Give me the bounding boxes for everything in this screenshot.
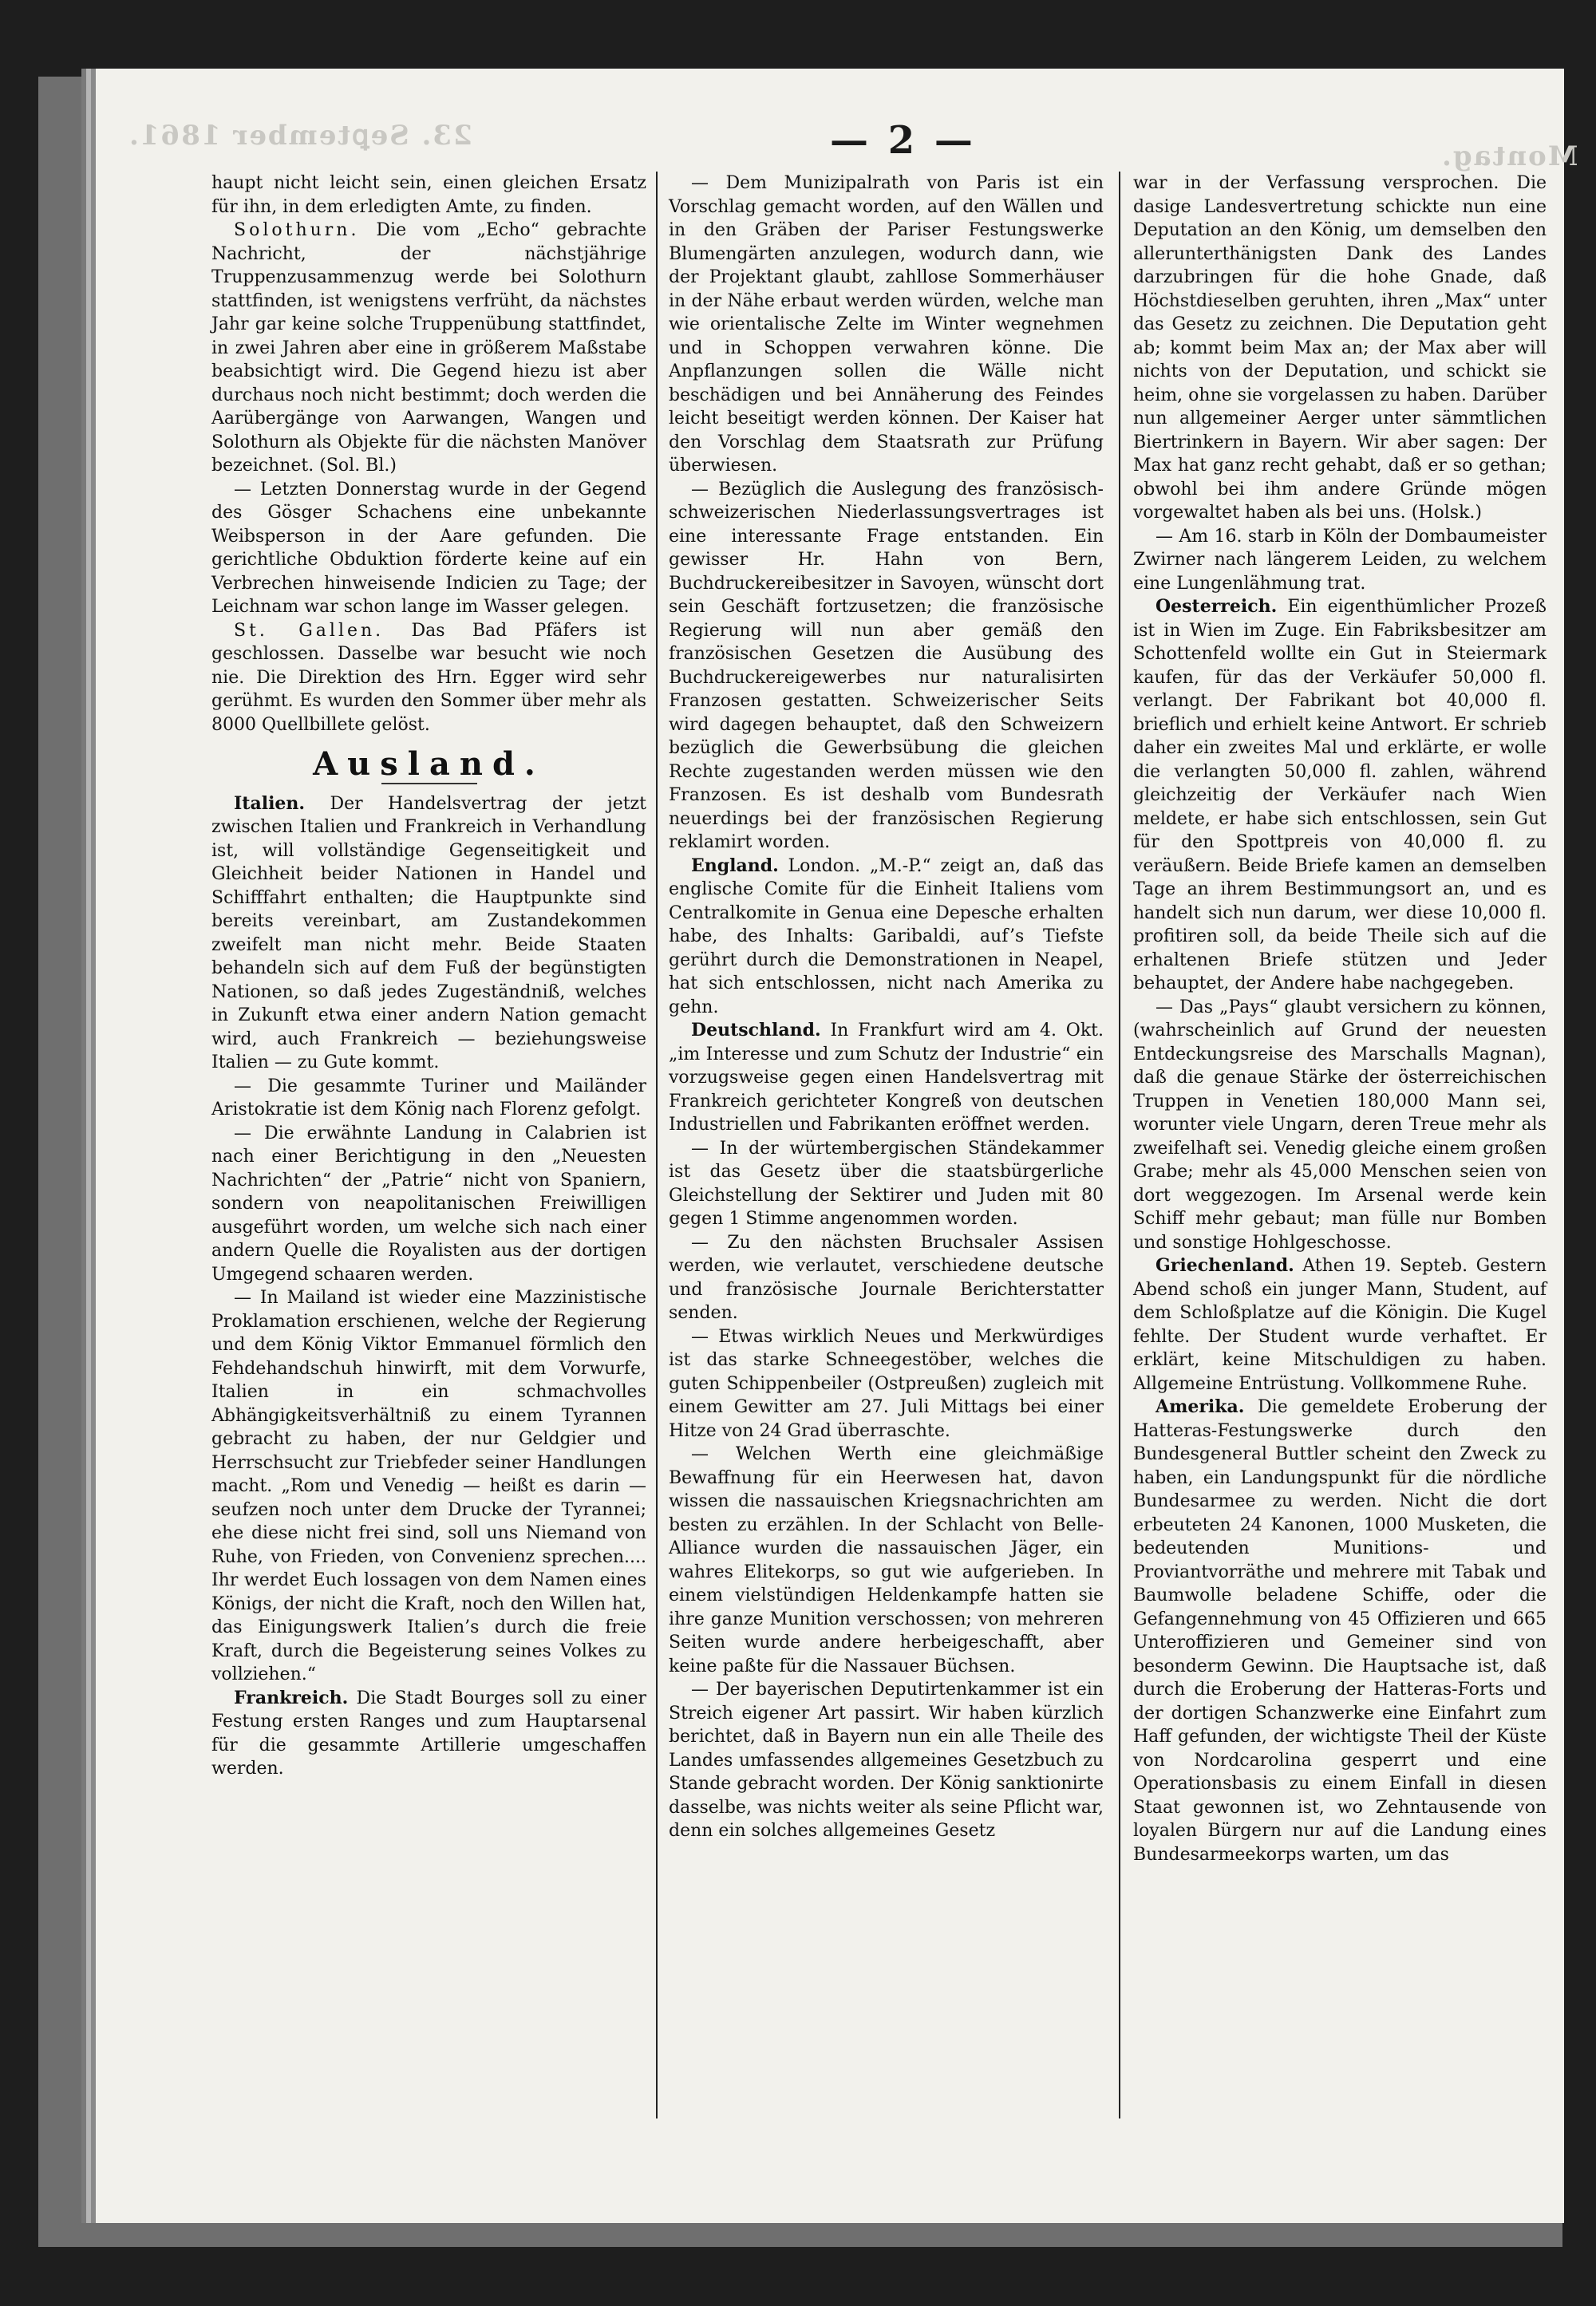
article-paragraph: — Der bayerischen Deputirtenkammer ist ein Streich eigener Art passirt. Wir haben kürzlich berichtet, daß in Bayern nun ein alle Theile des Landes umfassendes allgemeines Gesetzbuch zu Stande gebracht worden. Der König sanktionirte dasselbe, was nichts weiter als seine Pflicht war, denn ein solches allgemeines Gesetz <box>669 1680 1104 1841</box>
article-paragraph: — Das „Pays“ glaubt versichern zu können, (wahrscheinlich auf Grund der neuesten Entdeckungsreise des Marschalls Magnan), daß die genaue Stärke der österreichischen Truppen in Venetien 180,000 Mann sei, worunter viele Ungarn, deren Treue mehr als zweifelhaft sei. Venedig gleiche einem großen Grabe; mehr als 45,000 Menschen seien von dort weggezogen. Im Arsenal werde kein Schiff mehr gebaut; man fülle nur Bomben und sonstige Hohlgeschosse. <box>1133 997 1547 1253</box>
article-paragraph: — Dem Munizipalrath von Paris ist ein Vorschlag gemacht worden, auf den Wällen und in den Gräben der Pariser Festungswerke Blumengärten anzulegen, wodurch dann, wie der Projektant glaubt, zahllose Sommerhäuser in der Nähe erbaut werden würden, welche man wie orientalische Zelte im Winter wegnehmen und in Schoppen verwahren könne. Die Anpflanzungen sollen die Wälle nicht beschädigen und bei Annäherung des Feindes leicht beseitigt werden können. Der Kaiser hat den Vorschlag dem Staatsrath zur Prüfung überwiesen. <box>669 173 1104 476</box>
article-paragraph: — Welchen Werth eine gleichmäßige Bewaffnung für ein Heerwesen hat, davon wissen die nassauischen Kriegsnachrichten am besten zu erzählen. In der Schlacht von Belle-Alliance wurden die nassauischen Jäger, ein wahres Elitekorps, so gut wie aufgerieben. In einem vielstündigen Heldenkampfe hatten sie ihre ganze Munition verschossen; von mehreren Seiten wurde andere herbeigeschafft, aber keine paßte für die Nassauer Büchsen. <box>669 1444 1104 1676</box>
article-paragraph: Deutschland. In Frankfurt wird am 4. Okt. „im Interesse und zum Schutz der Industrie“ ein vorzugsweise gegen einen Handelsvertrag mit Frankreich gerichteter Kongreß von deutschen Industriellen und Fabrikanten eröffnet werden. <box>669 1020 1104 1135</box>
column-3 <box>1133 172 1547 1866</box>
column-rule <box>1119 172 1120 2118</box>
article-paragraph: England. London. „M.-P.“ zeigt an, daß das englische Comite für die Einheit Italiens vom Centralkomite in Genua eine Depesche erhalten habe, des Inhalts: Garibaldi, auf’s Tiefste gerührt durch die Demonstrationen in Neapel, hat sich entschlossen, nicht nach Amerika zu gehn. <box>669 855 1104 1017</box>
column-2 <box>669 172 1104 1843</box>
bleed-through-date: 23. Seꝑtember 1861. <box>128 120 472 152</box>
article-paragraph: Solothurn. Die vom „Echo“ gebrachte Nachricht, der nächstjährige Truppenzusammenzug werde bei Solothurn stattfinden, ist wenigstens verfrüht, da nächstes Jahr gar keine solche Truppenübung stattfindet, in zwei Jahren aber eine in größerem Maßstabe beabsichtigt wird. Die Gegend hiezu ist aber durchaus noch nicht bestimmt; doch werden die Aarübergänge von Aarwangen, Wangen und Solothurn als Objekte für die nächsten Manöver bezeichnet. (Sol. Bl.) <box>211 220 646 476</box>
article-paragraph: — Zu den nächsten Bruchsaler Assisen werden, wie verlautet, verschiedene deutsche und französische Journale Berichterstatter senden. <box>669 1232 1104 1323</box>
article-paragraph: — Bezüglich die Auslegung des französisch-schweizerischen Niederlassungsvertrages ist eine interessante Frage entstanden. Ein gewisser Hr. Hahn von Bern, Buchdruckereibesitzer in Savoyen, wünscht dort sein Geschäft fortzusetzen; die französische Regierung will nun aber gemäß den französischen Gesetzen die Ausübung des Buchdruckereigewerbes nur naturalisirten Franzosen gestatten. Schweizerischer Seits wird dagegen behauptet, daß den Schweizern bezüglich die Gewerbsübung die gleichen Rechte zugestanden werden müssen wie den Franzosen. Es ist deshalb vom Bundesrath neuerdings bei der französischen Regierung reklamirt worden. <box>669 479 1104 852</box>
place-heading: Solothurn. <box>234 220 360 240</box>
country-heading: Griechenland. <box>1156 1255 1294 1276</box>
country-heading: Deutschland. <box>691 1020 821 1040</box>
article-paragraph: — Etwas wirklich Neues und Merkwürdiges ist das starke Schneegestöber, welches die guten Schippenbeiler (Ostpreußen) zugleich mit einem Gewitter am 27. Juli Mittags bei einer Hitze von 24 Grad überraschte. <box>669 1326 1104 1441</box>
country-heading: Frankreich. <box>234 1687 349 1708</box>
article-paragraph: Frankreich. Die Stadt Bourges soll zu einer Festung ersten Ranges und zum Hauptarsenal für die gesammte Artillerie umgeschaffen werden. <box>211 1687 646 1779</box>
article-paragraph: war in der Verfassung versprochen. Die dasige Landesvertretung schickte nun eine Deputation an den König, um demselben den allerunterthänigsten Dank des Landes darzubringen für die hohe Gnade, daß Höchstdieselben geruhten, ihren „Max“ unter das Gesetz zu zeichnen. Die Deputation geht ab; kommt beim Max an; der Max aber will nichts von der Deputation, und schickt sie heim, ohne sie vorgelassen zu haben. Darüber nun allgemeiner Aerger unter sämmtlichen Biertrinkern in Bayern. Wir aber sagen: Der Max hat ganz recht gehabt, daß er so gethan; obwohl bei ihm andere Gründe mögen vorgewaltet haben als bei uns. (Holsk.) <box>1133 173 1547 523</box>
article-paragraph: Italien. Der Handelsvertrag der jetzt zwischen Italien und Frankreich in Verhandlung ist, will vollständige Gegenseitigkeit und Gleichheit beider Nationen in Handel und Schifffahrt enthalten; die Hauptpunkte sind bereits vereinbart, am Zustandekommen zweifelt man nicht mehr. Beide Staaten behandeln sich auf dem Fuß der begünstigten Nationen, so daß jedes Zugeständniß, welches in Zukunft etwa einer andern Nation gemacht wird, auch Frankreich — beziehungsweise Italien — zu Gute kommt. <box>211 792 646 1072</box>
article-paragraph: Griechenland. Athen 19. Septeb. Gestern Abend schoß ein junger Mann, Student, auf dem Schloßplatze auf die Königin. Die Kugel fehlte. Der Student wurde verhaftet. Er erklärt, keine Mitschuldigen zu haben. Allgemeine Entrüstung. Vollkommene Ruhe. <box>1133 1255 1547 1394</box>
article-paragraph: — In Mailand ist wieder eine Mazzinistische Proklamation erschienen, welche der Regierung und dem König Viktor Emmanuel förmlich den Fehdehandschuh hinwirft, mit dem Vorwurfe, Italien in ein schmachvolles Abhängigkeitsverhältniß zu einem Tyrannen gebracht zu haben, der nur Geldgier und Herrschsucht zur Triebfeder seiner Handlungen macht. „Rom und Venedig — heißt es darin — seufzen noch unter dem Drucke der Tyrannei; ehe diese nicht frei sind, soll uns Niemand von Ruhe, von Frieden, von Convenienz sprechen.... Ihr werdet Euch lossagen von dem Namen eines Königs, der nicht die Kraft, noch den Willen hat, das Einigungswerk Italien’s durch die freie Kraft, durch die Begeisterung seines Volkes zu vollziehen.“ <box>211 1288 646 1684</box>
article-paragraph: haupt nicht leicht sein, einen gleichen Ersatz für ihn, in dem erledigten Amte, zu finden. <box>211 173 646 217</box>
article-paragraph: Oesterreich. Ein eigenthümlicher Prozeß ist in Wien im Zuge. Ein Fabriksbesitzer am Schottenfeld wollte ein Gut in Steiermark kaufen, für das der Verkäufer 50,000 fl. verlangt. Der Fabrikant bot 40,000 fl. brieflich und erhielt keine Antwort. Er schrieb daher ein zweites Mal und erklärte, er wolle die verlangten 50,000 fl. zahlen, während gleichzeitig der Verkäufer nach Wien meldete, er habe sich entschlossen, sein Gut für den Spottpreis von 40,000 fl. zu veräußern. Beide Briefe kamen an demselben Tage an ihrem Bestimmungsort an, und es handelt sich nun darum, wer diese 10,000 fl. profitiren soll, da beide Theile sich auf die erhaltenen Briefe stützen und Jeder behauptet, der Andere habe nachgegeben. <box>1133 596 1547 993</box>
column-rule <box>656 172 658 2118</box>
column-1 <box>211 172 646 1781</box>
article-paragraph: — In der würtembergischen Ständekammer ist das Gesetz über die staatsbürgerliche Gleichstellung der Sektirer und Juden mit 80 gegen 1 Stimme angenommen worden. <box>669 1138 1104 1229</box>
place-heading: St. Gallen. <box>234 620 385 641</box>
section-title-ausland: Ausland. <box>313 745 545 783</box>
article-paragraph: — Die erwähnte Landung in Calabrien ist nach einer Berichtigung in den „Neuesten Nachrichten“ der „Patrie“ nicht von Spaniern, sondern von neapolitanischen Freiwilligen ausgeführt worden, um welche sich nach einer andern Quelle die Royalisten aus der dortigen Umgegend schaaren werden. <box>211 1123 646 1285</box>
bleed-through-weekday: Montag. <box>1440 140 1578 172</box>
article-paragraph: St. Gallen. Das Bad Pfäfers ist geschlossen. Dasselbe war besucht wie noch nie. Die Direktion des Hrn. Egger wird sehr gerühmt. Es wurden den Sommer über mehr als 8000 Quellbillete gelöst. <box>211 620 646 735</box>
country-heading: Italien. <box>234 792 306 814</box>
country-heading: Amerika. <box>1156 1396 1245 1417</box>
page-number: — 2 — <box>830 118 976 163</box>
article-paragraph: Amerika. Die gemeldete Eroberung der Hatteras-Festungswerke durch den Bundesgeneral Buttler scheint den Zweck zu haben, ein Landungspunkt für die nördliche Bundesarmee zu werden. Nicht die dort erbeuteten 24 Kanonen, 1000 Musketen, die bedeutenden Munitions- und Proviantvorräthe und mehrere mit Tabak und Baumwolle beladene Schiffe, oder die Gefangennehmung von 45 Offizieren und 665 Unteroffizieren und Gemeiner sind von besonderm Gewinn. Die Hauptsache ist, daß durch die Eroberung der Hatteras-Forts und der dortigen Schanzwerke eine Einfahrt zum Haff gefunden, der wichtigste Theil der Küste von Nordcarolina gesperrt und eine Operationsbasis zu einem Einfall in diesen Staat gewonnen ist, wo Zehntausende von loyalen Bürgern nur auf die Landung eines Bundesarmeekorps warten, um das <box>1133 1396 1547 1865</box>
article-paragraph: — Letzten Donnerstag wurde in der Gegend des Gösger Schachens eine unbekannte Weibsperson in der Aare gefunden. Die gerichtliche Obduktion förderte keine auf ein Verbrechen hinweisende Indicien zu Tage; der Leichnam war schon lange im Wasser gelegen. <box>211 479 646 617</box>
country-heading: Oesterreich. <box>1156 596 1278 617</box>
country-heading: England. <box>691 855 779 876</box>
article-paragraph: — Am 16. starb in Köln der Dombaumeister Zwirner nach längerem Leiden, zu welchem eine Lungenlähmung trat. <box>1133 526 1547 594</box>
article-paragraph: — Die gesammte Turiner und Mailänder Aristokratie ist dem König nach Florenz gefolgt. <box>211 1076 646 1119</box>
